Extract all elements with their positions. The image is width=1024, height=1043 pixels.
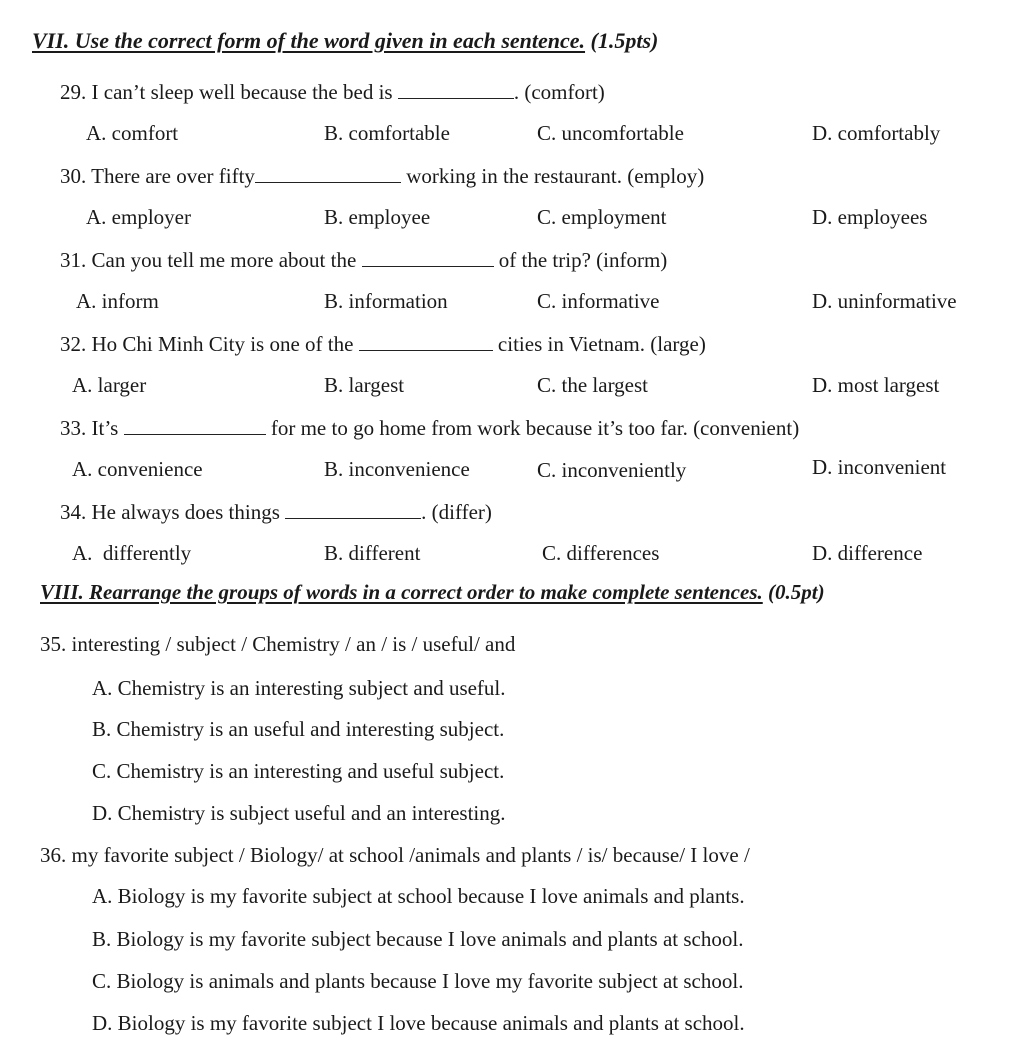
option-a[interactable]: A. Biology is my favorite subject at school because I love animals and plants.	[92, 884, 745, 908]
answer-blank[interactable]	[362, 248, 494, 267]
option-c[interactable]: C. differences	[542, 541, 660, 565]
answer-blank[interactable]	[285, 500, 421, 519]
question-text-post: for me to go home from work because it’s too far. (convenient)	[265, 416, 800, 440]
option-d[interactable]: D. difference	[812, 541, 923, 565]
option-b[interactable]: B. Chemistry is an useful and interesting subject.	[92, 717, 505, 741]
question-text-pre: 29. I can’t sleep well because the bed is	[60, 80, 398, 104]
answer-blank[interactable]	[359, 332, 493, 351]
question-text-post: . (differ)	[421, 500, 492, 524]
option-b[interactable]: B. inconvenience	[324, 457, 470, 481]
option-d[interactable]: D. comfortably	[812, 121, 941, 145]
option-c[interactable]: C. employment	[537, 205, 667, 229]
question-34	[60, 500, 492, 524]
option-b[interactable]: B. Biology is my favorite subject because I love animals and plants at school.	[92, 927, 744, 951]
option-a[interactable]: A. differently	[72, 541, 192, 565]
option-a[interactable]: A. convenience	[72, 457, 203, 481]
question-text-post: cities in Vietnam. (large)	[492, 332, 706, 356]
option-c[interactable]: C. inconveniently	[537, 458, 687, 482]
section-7-points: (1.5pts)	[585, 28, 659, 53]
question-text-post: of the trip? (inform)	[493, 248, 668, 272]
question-30	[60, 164, 704, 188]
question-36: 36. my favorite subject / Biology/ at school /animals and plants / is/ because/ I love /	[40, 843, 750, 867]
option-b[interactable]: B. information	[324, 289, 448, 313]
question-33	[60, 416, 799, 440]
question-29	[60, 80, 605, 104]
option-d[interactable]: D. inconvenient	[812, 455, 947, 479]
option-c[interactable]: C. Chemistry is an interesting and useful subject.	[92, 759, 505, 783]
question-32	[60, 332, 706, 356]
section-7-heading	[32, 28, 658, 54]
section-7-title: VII. Use the correct form of the word given in each sentence.	[32, 28, 586, 53]
question-text-post: working in the restaurant. (employ)	[400, 164, 705, 188]
option-b[interactable]: B. comfortable	[324, 121, 450, 145]
option-c[interactable]: C. informative	[537, 289, 660, 313]
option-b[interactable]: B. different	[324, 541, 421, 565]
option-a[interactable]: A. comfort	[86, 121, 179, 145]
section-8-heading	[40, 580, 825, 605]
question-text-post: . (comfort)	[513, 80, 605, 104]
section-8-title: VIII. Rearrange the groups of words in a correct order to make complete sentences.	[40, 580, 763, 604]
option-a[interactable]: A. larger	[72, 373, 147, 397]
answer-blank[interactable]	[398, 80, 514, 99]
answer-blank[interactable]	[255, 164, 401, 183]
question-text-pre: 33. It’s	[60, 416, 124, 440]
option-d[interactable]: D. uninformative	[812, 289, 957, 313]
option-a[interactable]: A. inform	[76, 289, 159, 313]
option-d[interactable]: D. Biology is my favorite subject I love because animals and plants at school.	[92, 1011, 745, 1035]
option-d[interactable]: D. most largest	[812, 373, 940, 397]
option-a[interactable]: A. Chemistry is an interesting subject and useful.	[92, 676, 506, 700]
option-b[interactable]: B. employee	[324, 205, 431, 229]
question-31	[60, 248, 667, 272]
option-d[interactable]: D. employees	[812, 205, 928, 229]
section-8-points: (0.5pt)	[762, 580, 825, 604]
option-c[interactable]: C. uncomfortable	[537, 121, 684, 145]
question-text-pre: 34. He always does things	[60, 500, 286, 524]
option-c[interactable]: C. Biology is animals and plants because I love my favorite subject at school.	[92, 969, 744, 993]
answer-blank[interactable]	[124, 416, 266, 435]
option-b[interactable]: B. largest	[324, 373, 405, 397]
option-c[interactable]: C. the largest	[537, 373, 649, 397]
question-text-pre: 30. There are over fifty	[60, 164, 255, 188]
option-d[interactable]: D. Chemistry is subject useful and an interesting.	[92, 801, 506, 825]
question-35: 35. interesting / subject / Chemistry / an / is / useful/ and	[40, 632, 516, 656]
question-text-pre: 32. Ho Chi Minh City is one of the	[60, 332, 359, 356]
question-text-pre: 31. Can you tell me more about the	[60, 248, 362, 272]
option-a[interactable]: A. employer	[86, 205, 191, 229]
